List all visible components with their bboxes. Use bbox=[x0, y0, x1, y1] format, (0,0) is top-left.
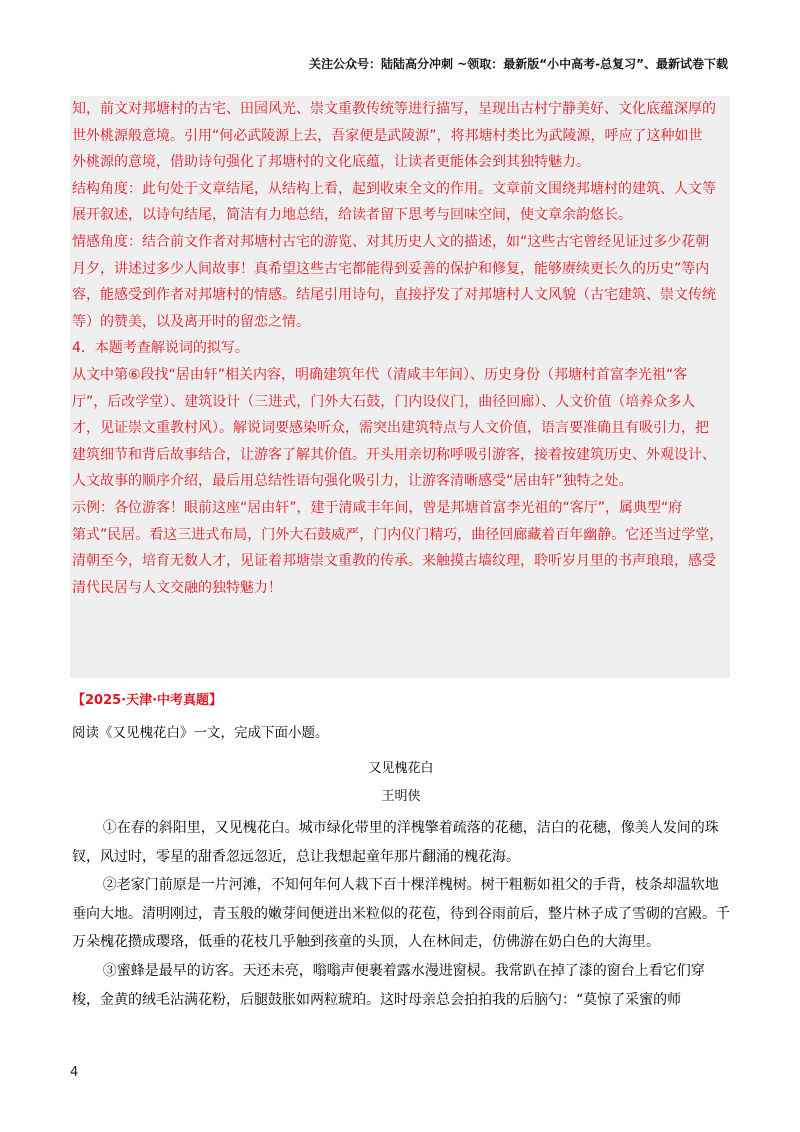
question-section bbox=[72, 690, 730, 1014]
article-paragraph: ①在春的斜阳里，又见槐花白。城市绿化带里的洋槐擎着疏落的花穗，洁白的花穗，像美人发间的珠钗，风过时，零星的甜香忽远忽近，总让我想起童年那片翻涌的槐花海。 bbox=[72, 820, 719, 865]
analysis-line: 世外桃源般意境。引用“何必武陵源上去，吾家便是武陵源”，将邦塘村类比为武陵源，呼应了这种如世 bbox=[72, 127, 703, 144]
page-number: 4 bbox=[70, 1065, 79, 1080]
analysis-line: 才，见证崇文重教村风）。解说词要感染听众，需突出建筑特点与人文价值，语言要准确且有吸引力，把 bbox=[72, 420, 709, 437]
question-intro: 阅读《又见槐花白》一文，完成下面小题。 bbox=[72, 725, 329, 741]
analysis-line: 容，能感受到作者对邦塘村的情感。结尾引用诗句，直接抒发了对邦塘村人文风貌（古宅建筑、崇文传统 bbox=[72, 287, 716, 304]
article-title: 又见槐花白 bbox=[368, 761, 434, 776]
analysis-line: 4．本题考查解说词的拟写。 bbox=[72, 340, 249, 357]
analysis-line: 厅”，后改学堂）、建筑设计（三进式，门外大石鼓，门内设仪门，曲径回廊）、人文价值（培养众多人 bbox=[72, 393, 696, 410]
article-author: 王明侠 bbox=[381, 789, 421, 804]
page-header: 关注公众号：陆陆高分冲刺 ~领取：最新版“小中高考-总复习”、最新试卷下载 bbox=[309, 57, 728, 71]
exam-source-tag: 【2025·天津·中考真题】 bbox=[72, 693, 223, 708]
analysis-line: 建筑细节和背后故事结合，让游客了解其价值。开头用亲切称呼吸引游客，接着按建筑历史、外观设计、 bbox=[72, 446, 716, 463]
analysis-line: 月夕，讲述过多少人间故事！真希望这些古宅都能得到妥善的保护和修复，能够赓续更长久的历史”等内 bbox=[72, 260, 710, 277]
answer-analysis-block bbox=[70, 96, 730, 678]
analysis-line: 展开叙述，以诗句结尾，简洁有力地总结，给读者留下思考与回味空间，使文章余韵悠长。 bbox=[72, 207, 632, 224]
analysis-line: 情感角度：结合前文作者对邦塘村古宅的游览、对其历史人文的描述，如“这些古宅曾经见证过多少花朝 bbox=[72, 233, 710, 250]
article-paragraph: ②老家门前原是一片河滩，不知何年何人栽下百十棵洋槐树。树干粗粝如祖父的手背，枝条却温软地垂向大地。清明刚过，青玉般的嫩芽间便迸出米粒似的花苞，待到谷雨前后，整片林子成了雪砌的宫殿。千万朵槐花攒成璎珞，低垂的花枝几乎触到孩童的头顶，人在林间走，仿佛游在奶白色的大海里。 bbox=[72, 877, 730, 951]
analysis-line: 第式”民居。看这三进式布局，门外大石鼓威严，门内仪门精巧，曲径回廊藏着百年幽静。它还当过学堂， bbox=[72, 526, 724, 543]
analysis-line: 清朝至今，培育无数人才，见证着邦塘崇文重教的传承。来触摸古墙纹理，聆听岁月里的书声琅琅，感受 bbox=[72, 553, 716, 570]
analysis-line: 知，前文对邦塘村的古宅、田园风光、崇文重教传统等进行描写，呈现出古村宁静美好、文化底蕴深厚的 bbox=[72, 101, 716, 117]
analysis-line: 结构角度：此句处于文章结尾，从结构上看，起到收束全文的作用。文章前文围绕邦塘村的建筑、人文等 bbox=[72, 180, 716, 197]
article-paragraph: ③蜜蜂是最早的访客。天还未亮，嗡嗡声便裹着露水漫进窗棂。我常趴在掉了漆的窗台上看它们穿梭，金黄的绒毛沾满花粉，后腿鼓胀如两粒琥珀。这时母亲总会拍拍我的后脑勺：“莫惊了采蜜的师 bbox=[72, 962, 705, 1008]
analysis-line: 人文故事的顺序介绍，最后用总结性语句强化吸引力，让游客清晰感受“居由轩”独特之处。 bbox=[72, 473, 633, 490]
analysis-line: 示例：各位游客！眼前这座“居由轩”，建于清咸丰年间，曾是邦塘首富李光祖的“客厅”，属典型“府 bbox=[72, 499, 683, 516]
analysis-line: 清代民居与人文交融的独特魅力！ bbox=[72, 579, 282, 596]
analysis-line: 从文中第⑥段找“居由轩”相关内容，明确建筑年代（清咸丰年间）、历史身份（邦塘村首富李光祖“客 bbox=[72, 366, 688, 383]
analysis-line: 等）的赞美，以及离开时的留恋之情。 bbox=[72, 313, 310, 330]
analysis-line: 外桃源的意境，借助诗句强化了邦塘村的文化底蕴，让读者更能体会到其独特魅力。 bbox=[72, 154, 590, 171]
